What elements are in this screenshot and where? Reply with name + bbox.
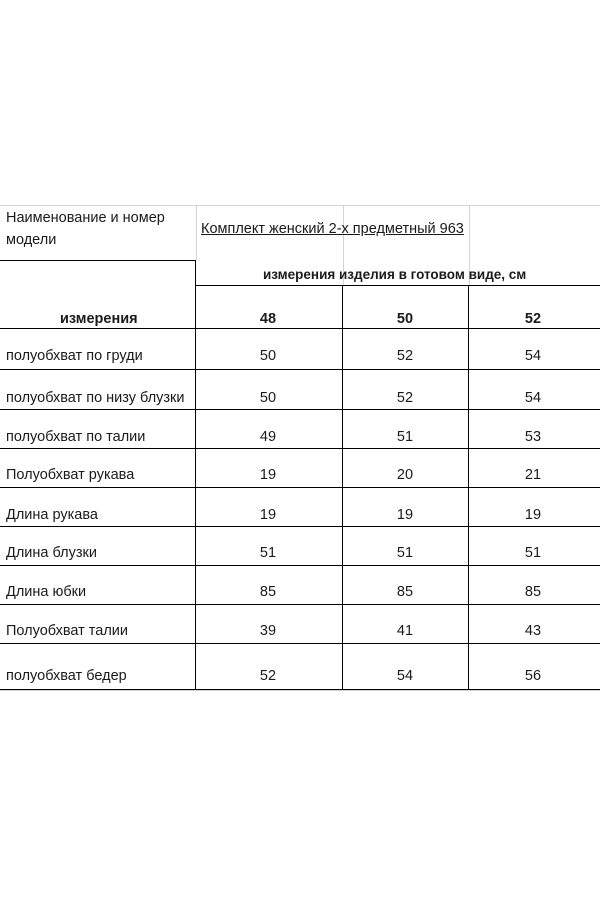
grid-line: [0, 205, 600, 206]
table-border: [0, 448, 600, 449]
size-header-52: 52: [524, 311, 542, 327]
row-label: полуобхват по талии: [6, 429, 146, 445]
row-value: 54: [524, 390, 542, 406]
row-value: 53: [524, 429, 542, 445]
row-value: 50: [259, 348, 277, 364]
table-border: [0, 369, 600, 370]
table-border: [0, 328, 600, 329]
table-border: [0, 565, 600, 566]
group-header: измерения изделия в готовом виде, см: [263, 267, 527, 282]
row-value: 54: [524, 348, 542, 364]
row-label: Длина рукава: [6, 507, 98, 523]
table-border: [0, 526, 600, 527]
row-label: полуобхват бедер: [6, 668, 127, 684]
table-border: [195, 260, 196, 690]
table-border: [468, 285, 469, 690]
model-name-label-line1: Наименование и номер: [6, 210, 165, 226]
row-value: 85: [524, 584, 542, 600]
row-value: 51: [259, 545, 277, 561]
table-border: [0, 409, 600, 410]
row-label: полуобхват по низу блузки: [6, 390, 185, 406]
row-value: 21: [524, 467, 542, 483]
row-value: 19: [259, 507, 277, 523]
row-value: 52: [396, 390, 414, 406]
row-label: Длина юбки: [6, 584, 87, 600]
row-value: 51: [524, 545, 542, 561]
row-label: Длина блузки: [6, 545, 97, 561]
row-value: 51: [396, 429, 414, 445]
table-border: [0, 604, 600, 605]
measure-header: измерения: [60, 311, 138, 327]
table-border: [0, 643, 600, 644]
table-border: [196, 285, 600, 286]
grid-line: [0, 690, 600, 691]
table-border: [0, 689, 600, 690]
row-value: 56: [524, 668, 542, 684]
row-value: 19: [396, 507, 414, 523]
row-value: 52: [259, 668, 277, 684]
row-value: 20: [396, 467, 414, 483]
row-value: 49: [259, 429, 277, 445]
row-value: 19: [524, 507, 542, 523]
row-value: 41: [396, 623, 414, 639]
model-name-label-line2: модели: [6, 232, 57, 248]
size-header-50: 50: [396, 311, 414, 327]
model-name: Комплект женский 2-х предметный 963: [201, 221, 464, 237]
table-border: [342, 285, 343, 690]
row-value: 51: [396, 545, 414, 561]
row-label: Полуобхват талии: [6, 623, 128, 639]
row-value: 39: [259, 623, 277, 639]
row-label: Полуобхват рукава: [6, 467, 135, 483]
row-value: 52: [396, 348, 414, 364]
row-value: 54: [396, 668, 414, 684]
table-border: [0, 487, 600, 488]
row-value: 19: [259, 467, 277, 483]
row-value: 85: [259, 584, 277, 600]
grid-line: [196, 205, 197, 260]
size-header-48: 48: [259, 311, 277, 327]
row-label: полуобхват по груди: [6, 348, 143, 364]
row-value: 43: [524, 623, 542, 639]
table-border: [0, 260, 196, 261]
row-value: 50: [259, 390, 277, 406]
row-value: 85: [396, 584, 414, 600]
